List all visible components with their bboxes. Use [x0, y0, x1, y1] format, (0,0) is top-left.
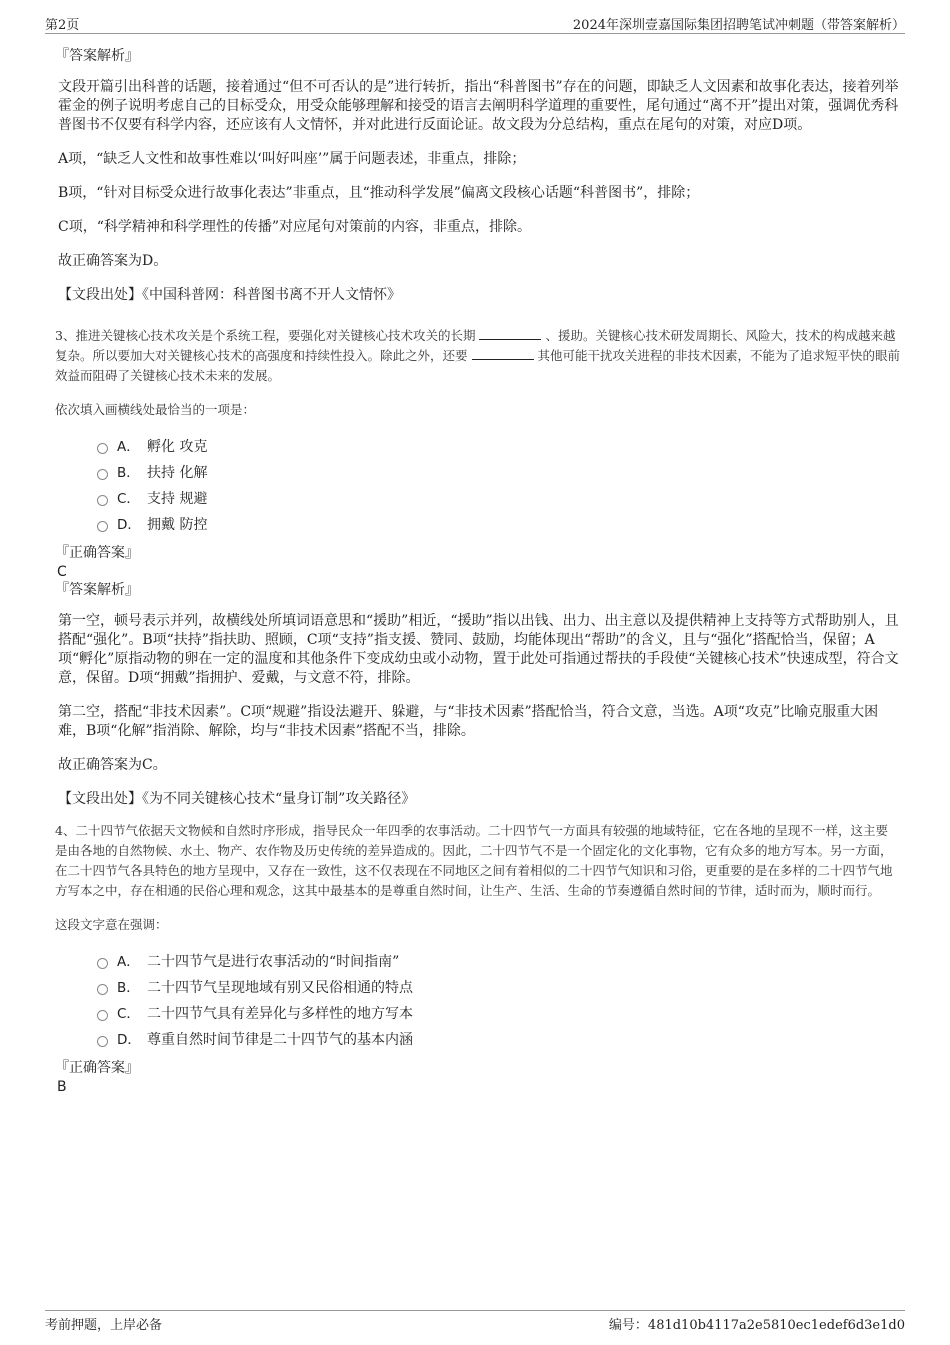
q3-analysis-p2: 第二空，搭配“非技术因素”。C项“规避”指设法避开、躲避，与“非技术因素”搭配恰当，符合文意，当选。A项“攻克”比喻克服重大困难，B项“化解”指消除、解除，均与“非技术因素”搭配不当，排除。 — [58, 704, 879, 739]
radio-button-icon[interactable] — [97, 984, 108, 995]
q4-prompt: 这段文字意在强调： — [55, 917, 168, 932]
q3-stem — [55, 326, 900, 386]
q3-options — [55, 434, 900, 538]
option-key: C． — [117, 491, 140, 507]
radio-button-icon[interactable] — [97, 469, 108, 480]
option-key: C． — [117, 1006, 140, 1022]
option-text: 孵化 攻克 — [147, 439, 208, 455]
radio-button-icon[interactable] — [97, 443, 108, 454]
option-key: B． — [117, 465, 140, 481]
q3-option-b[interactable] — [97, 460, 900, 486]
document-title: 2024年深圳壹嘉国际集团招聘笔试冲刺题（带答案解析） — [572, 18, 905, 33]
option-key: D． — [117, 1032, 141, 1048]
option-text: 拥戴 防控 — [147, 517, 208, 533]
blank-line-1 — [479, 327, 541, 340]
q3-analysis-label: 『答案解析』 — [55, 582, 139, 598]
option-key: A． — [117, 954, 140, 970]
q2-source: 【文段出处】《中国科普网：科普图书离不开人文情怀》 — [58, 287, 401, 303]
q3-option-d[interactable] — [97, 512, 900, 538]
option-key: A． — [117, 439, 140, 455]
q3-analysis-p1: 第一空，顿号表示并列，故横线处所填词语意思和“援助”相近，“援助”指以出钱、出力、出主意以及提供精神上支持等方式帮助别人，且搭配“强化”。B项“扶持”指扶助、照顾，C项“支持”指支援、赞同、鼓励，均能体现出“帮助”的含义，且与“强化”搭配恰当，保留；A项“孵化”原指动物的卵在一定的温度和其他条件下变成幼虫或小动物，置于此处可指通过帮扶的手段使“关键核心技术”快速成型，符合文意，保留。D项“拥戴”指拥护、爱戴，与文意不符，排除。 — [58, 613, 899, 686]
q3-stem-part1: 3、推进关键核心技术攻关是个系统工程，要强化对关键核心技术攻关的长期 — [55, 328, 476, 343]
q3-stem-part3: 其他可能干扰攻关进程的非技术因素，不能为了追求短平快的眼前效益而阻碍了关键核心技术未来的发展。 — [55, 348, 900, 383]
q2-analysis-p5: 故正确答案为D。 — [58, 253, 168, 269]
blank-line-2 — [472, 347, 534, 360]
q4-option-b[interactable] — [97, 975, 900, 1001]
option-text: 扶持 化解 — [147, 465, 208, 481]
q4-correct-answer: B — [57, 1079, 67, 1095]
option-key: B． — [117, 980, 140, 996]
q3-correct-answer: C — [57, 564, 67, 580]
option-text: 二十四节气具有差异化与多样性的地方写本 — [147, 1006, 413, 1022]
q2-analysis-p2: A项，“缺乏人文性和故事性难以‘叫好叫座’”属于问题表述，非重点，排除； — [58, 151, 526, 167]
q4-options — [55, 949, 900, 1053]
page-content — [55, 44, 900, 1096]
q3-prompt: 依次填入画横线处最恰当的一项是： — [55, 402, 256, 417]
option-text: 支持 规避 — [147, 491, 208, 507]
q3-correct-label: 『正确答案』 — [55, 545, 139, 561]
page-number: 第2页 — [45, 18, 80, 33]
q4-option-a[interactable] — [97, 949, 900, 975]
q4-option-c[interactable] — [97, 1001, 900, 1027]
q2-analysis-p1: 文段开篇引出科普的话题，接着通过“但不可否认的是”进行转折，指出“科普图书”存在的问题，即缺乏人文因素和故事化表达，接着列举霍金的例子说明考虑自己的目标受众，用受众能够理解和接受的语言去阐明科学道理的重要性，尾句通过“离不开”提出对策，强调优秀科普图书不仅要有科学内容，还应该有人文情怀，并对此进行反面论证。故文段为分总结构，重点在尾句的对策，对应D项。 — [58, 79, 899, 133]
q2-analysis-p4: C项，“科学精神和科学理性的传播”对应尾句对策前的内容，非重点，排除。 — [58, 219, 532, 235]
option-key: D． — [117, 517, 141, 533]
footer-slogan: 考前押题，上岸必备 — [45, 1318, 163, 1333]
radio-button-icon[interactable] — [97, 958, 108, 969]
option-text: 二十四节气呈现地域有别又民俗相通的特点 — [147, 980, 413, 996]
q4-correct-label: 『正确答案』 — [55, 1060, 139, 1076]
q3-analysis-p3: 故正确答案为C。 — [58, 757, 167, 773]
option-text: 尊重自然时间节律是二十四节气的基本内涵 — [147, 1032, 413, 1048]
radio-button-icon[interactable] — [97, 495, 108, 506]
footer-divider — [45, 1310, 905, 1311]
q3-source: 【文段出处】《为不同关键核心技术“量身订制”攻关路径》 — [58, 791, 416, 807]
q4-stem: 4、二十四节气依据天文物候和自然时序形成，指导民众一年四季的农事活动。二十四节气一方面具有较强的地域特征，它在各地的呈现不一样，这主要是由各地的自然物候、水土、物产、农作物及历史传统的差异造成的。因此，二十四节气不是一个固定化的文化事物，它有众多的地方写本。另一方面，在二十四节气各具特色的地方呈现中，又存在一致性，这不仅表现在不同地区之间有着相似的二十四节气知识和习俗，更重要的是在多样的二十四节气地方写本之中，存在相通的民俗心理和观念，这其中最基本的是尊重自然时间，让生产、生活、生命的节奏遵循自然时间的节律，适时而为，顺时而行。 — [55, 823, 893, 898]
radio-button-icon[interactable] — [97, 1036, 108, 1047]
header-divider — [45, 33, 905, 34]
option-text: 二十四节气是进行农事活动的“时间指南” — [147, 954, 400, 970]
q3-stem-part2: 、援助。关键核心技术研发周期长、风险大，技术的构成越来越复杂。所以要加大对关键核心技术的高强度和持续性投入。除此之外，还要 — [55, 328, 896, 363]
q4-option-d[interactable] — [97, 1027, 900, 1053]
q3-option-c[interactable] — [97, 486, 900, 512]
q3-option-a[interactable] — [97, 434, 900, 460]
radio-button-icon[interactable] — [97, 521, 108, 532]
q2-analysis-p3: B项，“针对目标受众进行故事化表达”非重点，且“推动科学发展”偏离文段核心话题“科普图书”，排除； — [58, 185, 700, 201]
q2-analysis-label: 『答案解析』 — [55, 48, 139, 64]
radio-button-icon[interactable] — [97, 1010, 108, 1021]
footer-code: 编号：481d10b4117a2e5810ec1edef6d3e1d0 — [608, 1318, 905, 1333]
